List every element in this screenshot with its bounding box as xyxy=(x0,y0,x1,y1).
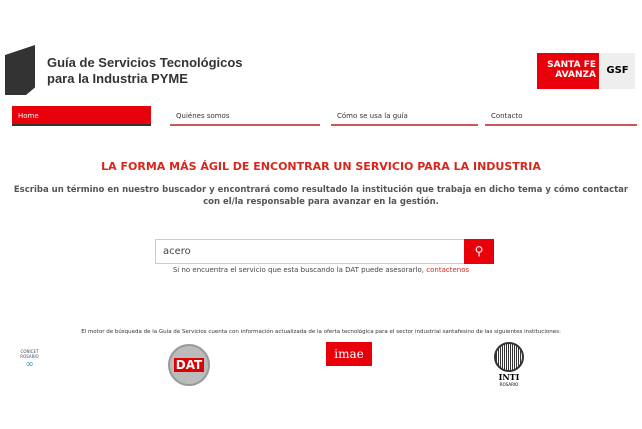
main-subtitle: Escriba un término en nuestro buscador y encontrará como resultado la institución que trabaja en dicho tema y cómo contactar con el/la responsable para avanzar en la gestión. xyxy=(13,185,629,207)
inti-logo xyxy=(493,342,525,387)
imae-text: imae xyxy=(334,347,364,361)
imae-logo xyxy=(326,342,372,366)
search-button[interactable] xyxy=(464,239,494,264)
search-hint xyxy=(0,266,642,274)
search-input[interactable]: acero xyxy=(155,239,465,264)
santa-fe-avanza-logo xyxy=(537,53,599,89)
dat-logo xyxy=(168,344,210,386)
contact-link[interactable]: contactenos xyxy=(426,266,470,274)
gsf-logo xyxy=(600,53,635,89)
main-heading: LA FORMA MÁS ÁGIL DE ENCONTRAR UN SERVICIO PARA LA INDUSTRIA xyxy=(101,160,541,173)
institutions-info: El motor de búsqueda de la Guía de Servicios cuenta con información actualizada de la oferta tecnológica para el sector industrial santafesino de las siguientes instituciones: xyxy=(81,329,561,335)
inti-text: INTI xyxy=(498,372,520,382)
nav-contacto[interactable]: Contacto xyxy=(485,106,637,126)
nav-quienes-somos[interactable]: Quiénes somos xyxy=(170,106,320,126)
nav-como-se-usa[interactable]: Cómo se usa la guía xyxy=(331,106,478,126)
gsf-text: GSF xyxy=(606,65,629,76)
inti-rosario-text: ROSARIO xyxy=(499,382,519,387)
dat-text: DAT xyxy=(175,358,203,372)
title-line2: para la Industria PYME xyxy=(47,71,188,86)
conicet-text: CONICET ROSARIO xyxy=(20,349,39,359)
book-logo-icon xyxy=(5,45,35,95)
search-icon: ⚲ xyxy=(474,244,484,258)
conicet-logo: CONICET ROSARIO ∞ xyxy=(12,349,47,370)
hint-text: Si no encuentra el servicio que esta buscando la DAT puede asesorarlo, xyxy=(172,266,425,274)
nav-home[interactable]: Home xyxy=(12,106,151,126)
site-title xyxy=(47,55,243,87)
logo-text-1: SANTA FE xyxy=(547,60,596,70)
logo-text-2: AVANZA xyxy=(555,70,596,80)
title-line1: Guía de Servicios Tecnológicos xyxy=(47,55,243,70)
